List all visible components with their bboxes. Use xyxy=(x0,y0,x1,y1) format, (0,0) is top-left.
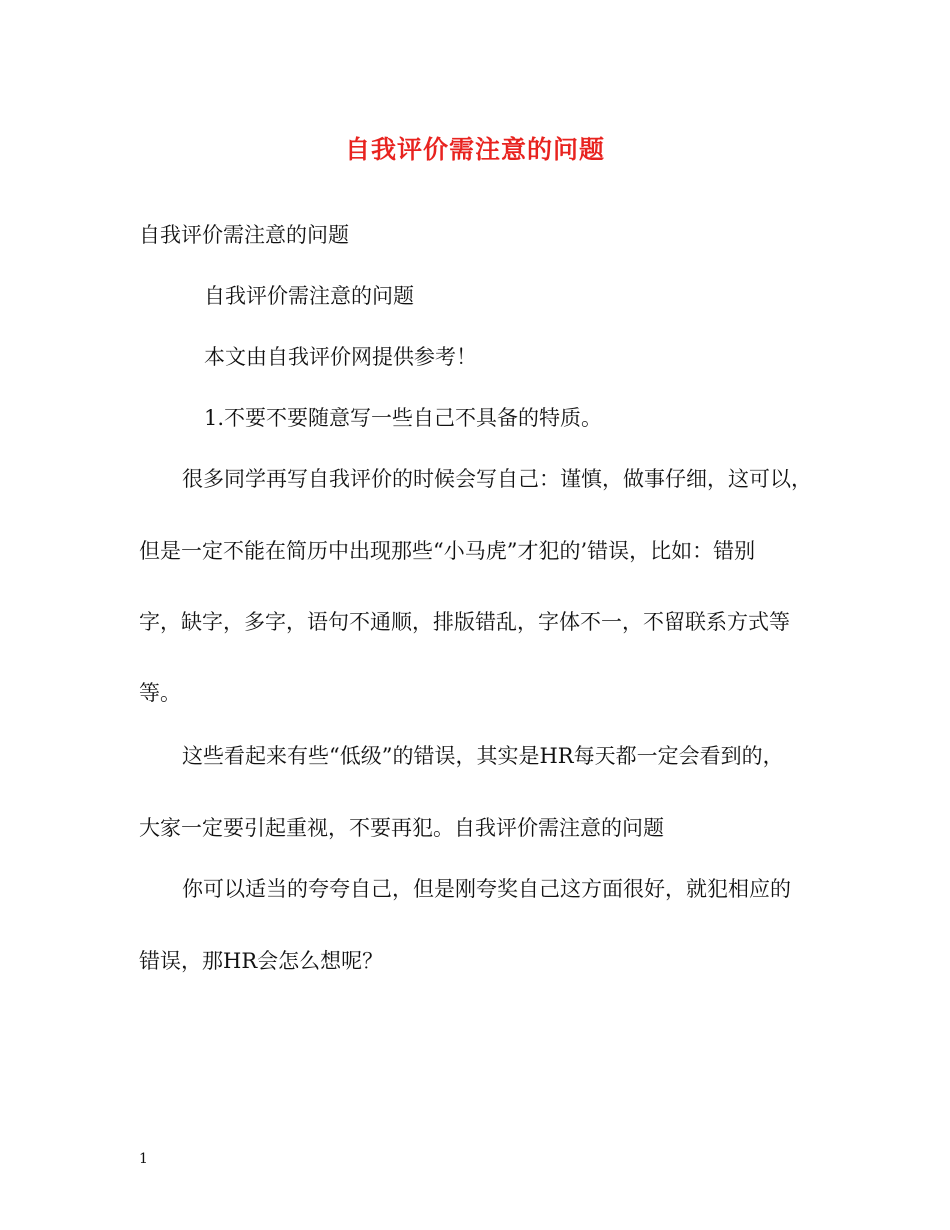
page-number: 1 xyxy=(139,1151,148,1167)
text-line-10: 大家一定要引起重视，不要再犯。自我评价需注意的问题 xyxy=(139,816,664,840)
text-line-1: 自我评价需注意的问题 xyxy=(139,223,349,247)
document-title: 自我评价需注意的问题 xyxy=(344,135,605,164)
text-line-4: 1.不要不要随意写一些自己不具备的特质。 xyxy=(204,406,603,430)
text-line-5: 很多同学再写自我评价的时候会写自己：谨慎，做事仔细，这可以， xyxy=(182,467,812,491)
text-line-3: 本文由自我评价网提供参考！ xyxy=(204,345,477,369)
text-line-9: 这些看起来有些“低级”的错误，其实是HR每天都一定会看到的， xyxy=(182,744,784,768)
text-line-7: 字，缺字，多字，语句不通顺，排版错乱，字体不一，不留联系方式等 xyxy=(139,610,790,634)
text-line-12: 错误，那HR会怎么想呢？ xyxy=(139,949,384,973)
text-line-2: 自我评价需注意的问题 xyxy=(204,284,414,308)
text-line-11: 你可以适当的夸夸自己，但是刚夸奖自己这方面很好，就犯相应的 xyxy=(182,877,791,901)
text-line-8: 等。 xyxy=(139,681,181,705)
text-line-6: 但是一定不能在简历中出现那些“小马虎”才犯的’错误，比如：错别 xyxy=(139,539,756,563)
